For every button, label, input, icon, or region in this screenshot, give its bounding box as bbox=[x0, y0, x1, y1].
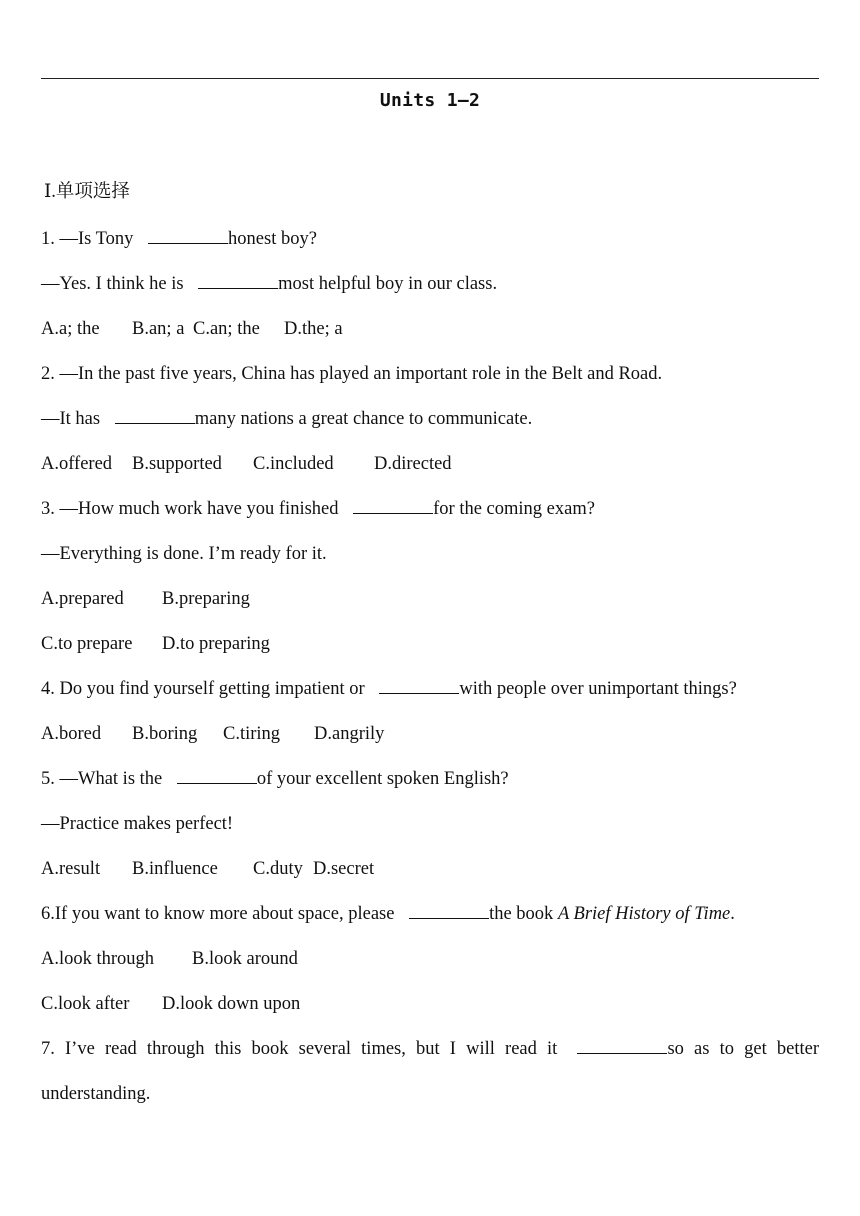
q4-blank bbox=[379, 677, 459, 694]
q1-blank-1 bbox=[148, 227, 228, 244]
q4-option-c: C.tiring bbox=[223, 724, 281, 744]
q4-option-a: A.bored bbox=[41, 724, 102, 744]
q5-options bbox=[41, 857, 374, 881]
q5-option-c: C.duty bbox=[253, 859, 303, 879]
q6-options-row1 bbox=[41, 947, 298, 971]
q1-reply: —Yes. I think he is bbox=[41, 274, 189, 294]
q2-line2 bbox=[41, 407, 532, 431]
q2-option-d: D.directed bbox=[374, 454, 452, 474]
q7-stem: 7. I’ve read through this book several times, but I will read it bbox=[41, 1039, 568, 1059]
q4-option-d: D.angrily bbox=[314, 724, 385, 744]
q3-option-a: A.prepared bbox=[41, 589, 124, 609]
q7-blank bbox=[577, 1037, 667, 1054]
q3-line2: —Everything is done. I’m ready for it. bbox=[41, 544, 327, 564]
q4-option-b: B.boring bbox=[132, 724, 198, 744]
q3-option-b: B.preparing bbox=[162, 589, 250, 609]
q7-line2: understanding. bbox=[41, 1084, 151, 1104]
q5-line2: —Practice makes perfect! bbox=[41, 814, 234, 834]
q5-option-d: D.secret bbox=[313, 859, 375, 879]
q2-blank bbox=[115, 407, 195, 424]
q1-line1 bbox=[41, 227, 317, 251]
q6-stem-end: . bbox=[730, 904, 735, 924]
q4-line1 bbox=[41, 677, 737, 701]
q5-option-a: A.result bbox=[41, 859, 101, 879]
q2-option-b: B.supported bbox=[132, 454, 222, 474]
q1-option-a: A.a; the bbox=[41, 319, 100, 339]
q1-option-b: B.an; a bbox=[132, 319, 185, 339]
header-rule bbox=[41, 78, 819, 79]
q6-options-row2 bbox=[41, 992, 300, 1016]
q5-stem: 5. —What is the bbox=[41, 769, 167, 789]
q6-option-c: C.look after bbox=[41, 994, 130, 1014]
q2-options bbox=[41, 452, 452, 476]
q6-option-d: D.look down upon bbox=[162, 994, 301, 1014]
q1-stem-rest: honest boy? bbox=[228, 229, 317, 249]
q2-option-a: A.offered bbox=[41, 454, 113, 474]
q4-stem-rest: with people over unimportant things? bbox=[459, 679, 737, 699]
q5-line1 bbox=[41, 767, 509, 791]
page-title: Units 1—2 bbox=[379, 90, 481, 111]
q3-option-c: C.to prepare bbox=[41, 634, 133, 654]
section-heading: Ⅰ.单项选择 bbox=[44, 182, 130, 202]
q6-blank bbox=[409, 902, 489, 919]
q3-stem: 3. —How much work have you finished bbox=[41, 499, 344, 519]
q5-stem-rest: of your excellent spoken English? bbox=[256, 769, 509, 789]
q3-option-d: D.to preparing bbox=[162, 634, 270, 654]
q6-option-b: B.look around bbox=[192, 949, 298, 969]
q7-stem-rest: so as to get better bbox=[667, 1039, 819, 1059]
q1-blank-2 bbox=[198, 272, 278, 289]
q1-options bbox=[41, 317, 343, 341]
q2-line1: 2. —In the past five years, China has played an important role in the Belt and Road. bbox=[41, 364, 663, 384]
q5-blank bbox=[177, 767, 257, 784]
q7-line1 bbox=[41, 1037, 819, 1061]
q5-option-b: B.influence bbox=[132, 859, 218, 879]
q3-options-row2 bbox=[41, 632, 270, 656]
q1-stem: 1. —Is Tony bbox=[41, 229, 139, 249]
q1-option-d: D.the; a bbox=[284, 319, 343, 339]
q3-blank bbox=[353, 497, 433, 514]
q6-stem-mid: the book bbox=[489, 904, 558, 924]
q2-option-c: C.included bbox=[253, 454, 334, 474]
q1-line2 bbox=[41, 272, 497, 296]
q6-book-title: A Brief History of Time bbox=[557, 904, 731, 924]
q3-line1 bbox=[41, 497, 595, 521]
q4-stem: 4. Do you find yourself getting impatient or bbox=[41, 679, 370, 699]
q4-options bbox=[41, 722, 384, 746]
q3-options-row1 bbox=[41, 587, 250, 611]
q1-reply-rest: most helpful boy in our class. bbox=[278, 274, 498, 294]
q6-option-a: A.look through bbox=[41, 949, 155, 969]
q6-line1 bbox=[41, 902, 735, 926]
q1-option-c: C.an; the bbox=[193, 319, 260, 339]
q6-stem: 6.If you want to know more about space, please bbox=[41, 904, 400, 924]
q2-reply-rest: many nations a great chance to communicate. bbox=[194, 409, 533, 429]
q3-stem-rest: for the coming exam? bbox=[433, 499, 595, 519]
q2-reply: —It has bbox=[41, 409, 105, 429]
